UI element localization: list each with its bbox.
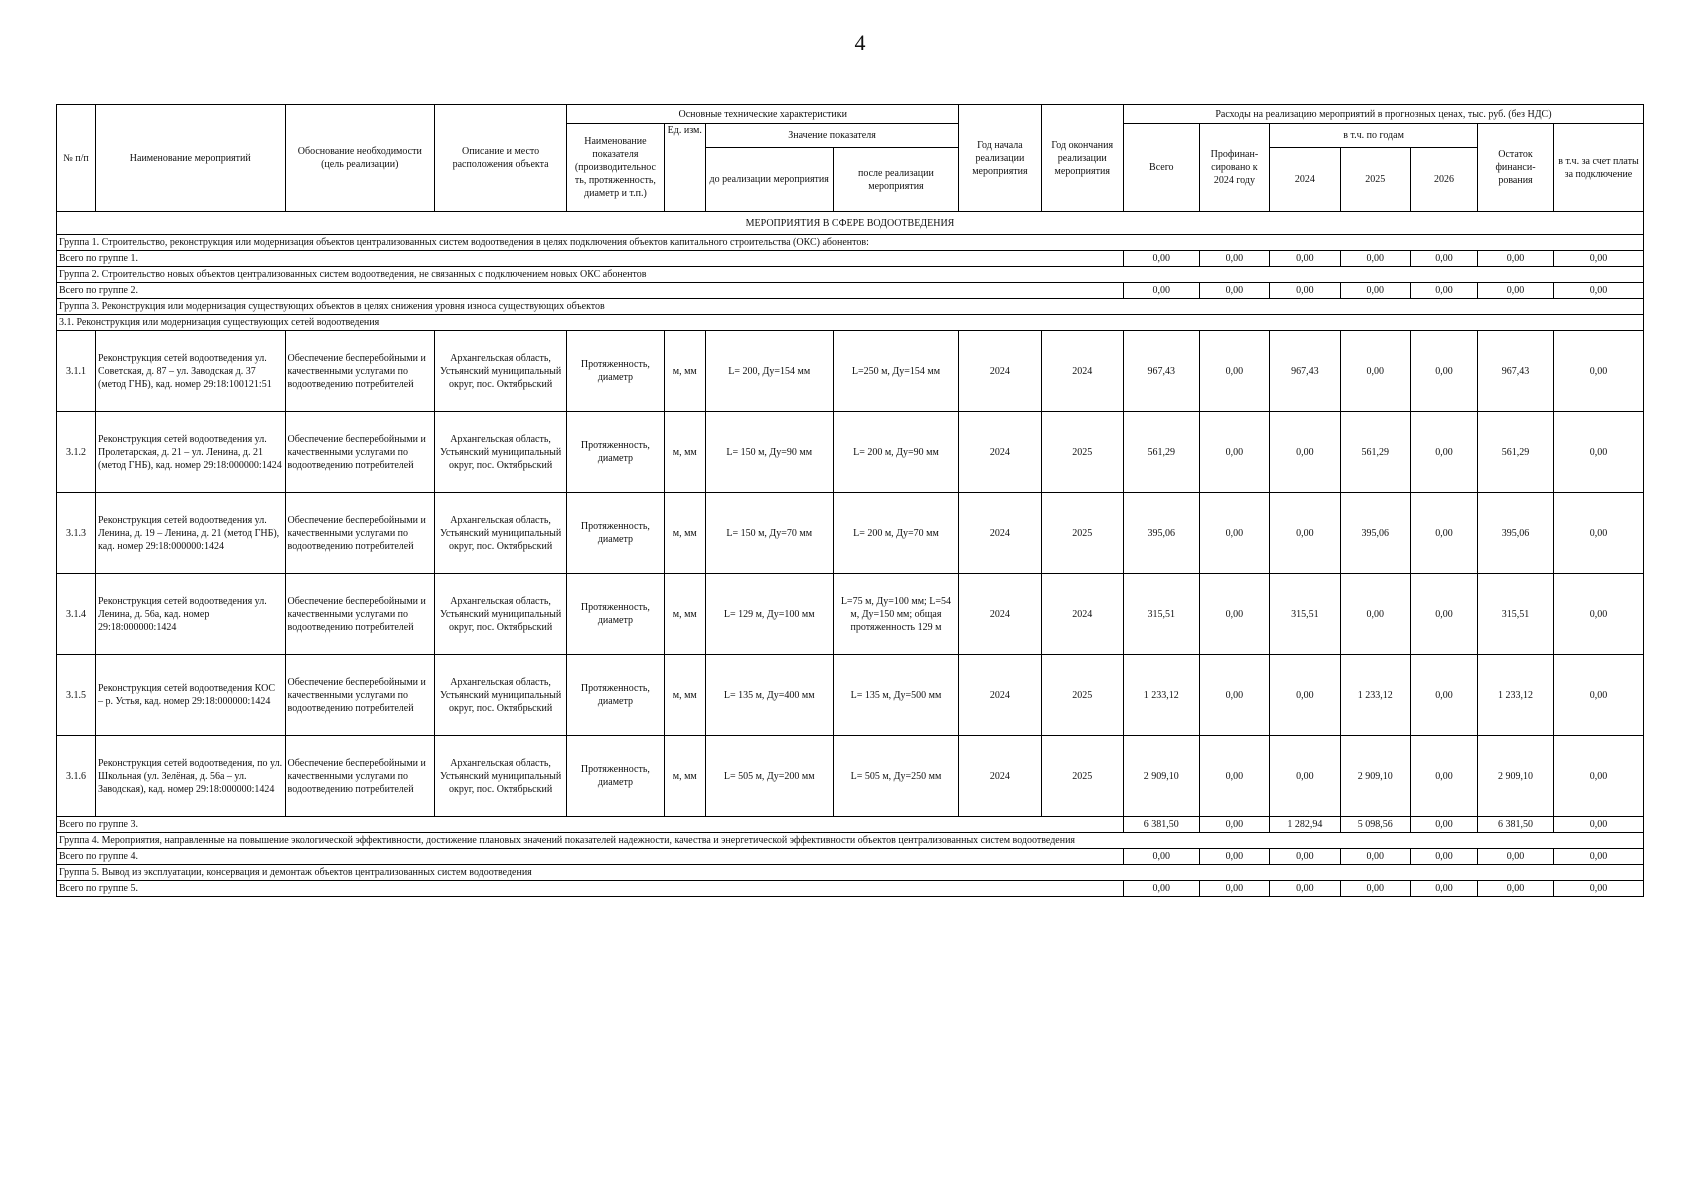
row-remainder: 395,06: [1478, 493, 1554, 574]
header-indicator-value: Значение показателя: [705, 124, 958, 148]
row-indicator: Протяженность, диаметр: [567, 331, 664, 412]
header-prefinanced: Профинан-сировано к 2024 году: [1199, 124, 1269, 212]
group2-total: 0,00: [1123, 283, 1199, 299]
header-indicator-name: Наименование показателя (производительнос ть, протяженность, диаметр и т.п.): [567, 124, 664, 212]
group1-remainder: 0,00: [1478, 251, 1554, 267]
row-num: 3.1.6: [57, 736, 96, 817]
row-unit: м, мм: [664, 493, 705, 574]
row-2026: 0,00: [1410, 493, 1477, 574]
row-total: 2 909,10: [1123, 736, 1199, 817]
row-prefinanced: 0,00: [1199, 331, 1269, 412]
header-2024: 2024: [1270, 148, 1340, 212]
header-location: Описание и место расположения объекта: [435, 105, 567, 212]
group1-total-label: Всего по группе 1.: [57, 251, 1124, 267]
row-2025: 0,00: [1340, 574, 1410, 655]
row-fee: 0,00: [1553, 736, 1643, 817]
row-location: Архангельская область, Устьянский муниципальный округ, пос. Октябрьский: [435, 331, 567, 412]
row-num: 3.1.4: [57, 574, 96, 655]
row-after: L= 200 м, Ду=70 мм: [833, 493, 959, 574]
row-justification: Обеспечение бесперебойными и качественными услугами по водоотведению потребителей: [285, 655, 434, 736]
row-total: 1 233,12: [1123, 655, 1199, 736]
row-num: 3.1.5: [57, 655, 96, 736]
header-name: Наименование мероприятий: [95, 105, 285, 212]
row-indicator: Протяженность, диаметр: [567, 493, 664, 574]
header-2026: 2026: [1410, 148, 1477, 212]
row-unit: м, мм: [664, 574, 705, 655]
group4-total-label: Всего по группе 4.: [57, 849, 1124, 865]
row-2026: 0,00: [1410, 655, 1477, 736]
row-year-end: 2025: [1041, 736, 1123, 817]
group2-prefinanced: 0,00: [1199, 283, 1269, 299]
table-row: [57, 574, 1644, 655]
header-costs-group: Расходы на реализацию мероприятий в прогнозных ценах, тыс. руб. (без НДС): [1123, 105, 1643, 124]
row-after: L= 505 м, Ду=250 мм: [833, 736, 959, 817]
row-year-start: 2024: [959, 736, 1041, 817]
row-after: L= 200 м, Ду=90 мм: [833, 412, 959, 493]
group4-fee: 0,00: [1553, 849, 1643, 865]
group2-fee: 0,00: [1553, 283, 1643, 299]
row-year-end: 2024: [1041, 574, 1123, 655]
group1-2025: 0,00: [1340, 251, 1410, 267]
row-prefinanced: 0,00: [1199, 412, 1269, 493]
header-2025: 2025: [1340, 148, 1410, 212]
group1-prefinanced: 0,00: [1199, 251, 1269, 267]
row-remainder: 315,51: [1478, 574, 1554, 655]
row-location: Архангельская область, Устьянский муниципальный округ, пос. Октябрьский: [435, 412, 567, 493]
row-num: 3.1.2: [57, 412, 96, 493]
row-location: Архангельская область, Устьянский муниципальный округ, пос. Октябрьский: [435, 736, 567, 817]
header-year-start: Год начала реализации мероприятия: [959, 105, 1041, 212]
row-name: Реконструкция сетей водоотведения ул. Ленина, д. 19 – Ленина, д. 21 (метод ГНБ), кад. номер 29:18:000000:1424: [95, 493, 285, 574]
row-remainder: 561,29: [1478, 412, 1554, 493]
group2-2024: 0,00: [1270, 283, 1340, 299]
header-unit: Ед. изм.: [664, 124, 705, 212]
row-location: Архангельская область, Устьянский муниципальный округ, пос. Октябрьский: [435, 493, 567, 574]
section-title: МЕРОПРИЯТИЯ В СФЕРЕ ВОДООТВЕДЕНИЯ: [57, 212, 1644, 235]
row-unit: м, мм: [664, 736, 705, 817]
header-before: до реализации мероприятия: [705, 148, 833, 212]
row-prefinanced: 0,00: [1199, 736, 1269, 817]
row-remainder: 967,43: [1478, 331, 1554, 412]
row-before: L= 150 м, Ду=70 мм: [705, 493, 833, 574]
group5-2026: 0,00: [1410, 881, 1477, 897]
header-by-years: в т.ч. по годам: [1270, 124, 1478, 148]
row-justification: Обеспечение бесперебойными и качественными услугами по водоотведению потребителей: [285, 331, 434, 412]
row-year-end: 2025: [1041, 412, 1123, 493]
row-2024: 315,51: [1270, 574, 1340, 655]
group3-fee: 0,00: [1553, 817, 1643, 833]
row-2024: 0,00: [1270, 493, 1340, 574]
group2-2025: 0,00: [1340, 283, 1410, 299]
group5-2024: 0,00: [1270, 881, 1340, 897]
row-before: L= 505 м, Ду=200 мм: [705, 736, 833, 817]
row-2026: 0,00: [1410, 331, 1477, 412]
row-num: 3.1.1: [57, 331, 96, 412]
row-indicator: Протяженность, диаметр: [567, 736, 664, 817]
row-indicator: Протяженность, диаметр: [567, 655, 664, 736]
group3-total: 6 381,50: [1123, 817, 1199, 833]
header-tech-group: Основные технические характеристики: [567, 105, 959, 124]
row-fee: 0,00: [1553, 574, 1643, 655]
group1-2026: 0,00: [1410, 251, 1477, 267]
row-total: 967,43: [1123, 331, 1199, 412]
row-fee: 0,00: [1553, 493, 1643, 574]
table-row: [57, 736, 1644, 817]
row-2026: 0,00: [1410, 574, 1477, 655]
row-prefinanced: 0,00: [1199, 655, 1269, 736]
group1-total: 0,00: [1123, 251, 1199, 267]
table-row: [57, 331, 1644, 412]
group5-fee: 0,00: [1553, 881, 1643, 897]
row-remainder: 1 233,12: [1478, 655, 1554, 736]
row-year-start: 2024: [959, 412, 1041, 493]
row-location: Архангельская область, Устьянский муниципальный округ, пос. Октябрьский: [435, 655, 567, 736]
header-remainder: Остаток финанси-рования: [1478, 124, 1554, 212]
row-2025: 561,29: [1340, 412, 1410, 493]
page-number: 4: [854, 30, 866, 55]
group4-remainder: 0,00: [1478, 849, 1554, 865]
header-total: Всего: [1123, 124, 1199, 212]
table-row: [57, 655, 1644, 736]
row-2026: 0,00: [1410, 412, 1477, 493]
row-prefinanced: 0,00: [1199, 493, 1269, 574]
row-fee: 0,00: [1553, 331, 1643, 412]
group1-fee: 0,00: [1553, 251, 1643, 267]
row-year-start: 2024: [959, 574, 1041, 655]
group3-2026: 0,00: [1410, 817, 1477, 833]
group3-title: Группа 3. Реконструкция или модернизация существующих объектов в целях снижения уровня износа существующих объектов: [57, 299, 1644, 315]
group2-total-label: Всего по группе 2.: [57, 283, 1124, 299]
row-total: 315,51: [1123, 574, 1199, 655]
row-year-end: 2024: [1041, 331, 1123, 412]
table-row: [57, 412, 1644, 493]
row-before: L= 200, Ду=154 мм: [705, 331, 833, 412]
row-year-end: 2025: [1041, 493, 1123, 574]
row-year-end: 2025: [1041, 655, 1123, 736]
group5-total-label: Всего по группе 5.: [57, 881, 1124, 897]
row-before: L= 135 м, Ду=400 мм: [705, 655, 833, 736]
row-2024: 0,00: [1270, 736, 1340, 817]
row-2024: 0,00: [1270, 655, 1340, 736]
row-2024: 0,00: [1270, 412, 1340, 493]
group4-2026: 0,00: [1410, 849, 1477, 865]
row-justification: Обеспечение бесперебойными и качественными услугами по водоотведению потребителей: [285, 412, 434, 493]
group3-prefinanced: 0,00: [1199, 817, 1269, 833]
row-after: L=75 м, Ду=100 мм; L=54 м, Ду=150 мм; общая протяженность 129 м: [833, 574, 959, 655]
row-2025: 395,06: [1340, 493, 1410, 574]
group5-total: 0,00: [1123, 881, 1199, 897]
group2-2026: 0,00: [1410, 283, 1477, 299]
group3-total-label: Всего по группе 3.: [57, 817, 1124, 833]
group5-2025: 0,00: [1340, 881, 1410, 897]
group5-title: Группа 5. Вывод из эксплуатации, консервация и демонтаж объектов централизованных систем водоотведения: [57, 865, 1644, 881]
row-year-start: 2024: [959, 493, 1041, 574]
row-before: L= 129 м, Ду=100 мм: [705, 574, 833, 655]
group5-remainder: 0,00: [1478, 881, 1554, 897]
row-prefinanced: 0,00: [1199, 574, 1269, 655]
group3-2024: 1 282,94: [1270, 817, 1340, 833]
row-justification: Обеспечение бесперебойными и качественными услугами по водоотведению потребителей: [285, 736, 434, 817]
row-total: 395,06: [1123, 493, 1199, 574]
row-unit: м, мм: [664, 331, 705, 412]
group4-title: Группа 4. Мероприятия, направленные на повышение экологической эффективности, достижение плановых значений показателей надежности, качества и энергетической эффективности объектов централизованных систем водоотведения: [57, 833, 1644, 849]
measures-table: [56, 104, 1644, 897]
row-2025: 1 233,12: [1340, 655, 1410, 736]
group4-total: 0,00: [1123, 849, 1199, 865]
header-num: № п/п: [57, 105, 96, 212]
row-num: 3.1.3: [57, 493, 96, 574]
row-indicator: Протяженность, диаметр: [567, 574, 664, 655]
group2-title: Группа 2. Строительство новых объектов централизованных систем водоотведения, не связанных с подключением новых ОКС абонентов: [57, 267, 1644, 283]
header-after: после реализации мероприятия: [833, 148, 959, 212]
group2-remainder: 0,00: [1478, 283, 1554, 299]
row-unit: м, мм: [664, 412, 705, 493]
row-name: Реконструкция сетей водоотведения ул. Пролетарская, д. 21 – ул. Ленина, д. 21 (метод ГНБ), кад. номер 29:18:000000:1424: [95, 412, 285, 493]
row-indicator: Протяженность, диаметр: [567, 412, 664, 493]
group1-title: Группа 1. Строительство, реконструкция или модернизация объектов централизованных систем водоотведения в целях подключения объектов капитального строительства (ОКС) абонентов:: [57, 235, 1644, 251]
group4-prefinanced: 0,00: [1199, 849, 1269, 865]
group5-prefinanced: 0,00: [1199, 881, 1269, 897]
header-connection-fee: в т.ч. за счет платы за подключение: [1553, 124, 1643, 212]
row-name: Реконструкция сетей водоотведения КОС – р. Устья, кад. номер 29:18:000000:1424: [95, 655, 285, 736]
row-year-start: 2024: [959, 655, 1041, 736]
row-2025: 2 909,10: [1340, 736, 1410, 817]
row-unit: м, мм: [664, 655, 705, 736]
row-justification: Обеспечение бесперебойными и качественными услугами по водоотведению потребителей: [285, 493, 434, 574]
row-name: Реконструкция сетей водоотведения, по ул. Школьная (ул. Зелёная, д. 56а – ул. Заводская), кад. номер 29:18:000000:1424: [95, 736, 285, 817]
row-fee: 0,00: [1553, 412, 1643, 493]
row-name: Реконструкция сетей водоотведения ул. Советская, д. 87 – ул. Заводская д. 37 (метод ГНБ), кад. номер 29:18:100121:51: [95, 331, 285, 412]
row-2024: 967,43: [1270, 331, 1340, 412]
header-year-end: Год окончания реализации мероприятия: [1041, 105, 1123, 212]
row-after: L=250 м, Ду=154 мм: [833, 331, 959, 412]
header-justification: Обоснование необходимости (цель реализации): [285, 105, 434, 212]
row-after: L= 135 м, Ду=500 мм: [833, 655, 959, 736]
row-justification: Обеспечение бесперебойными и качественными услугами по водоотведению потребителей: [285, 574, 434, 655]
group3-remainder: 6 381,50: [1478, 817, 1554, 833]
group3-subtitle: 3.1. Реконструкция или модернизация существующих сетей водоотведения: [57, 315, 1644, 331]
row-location: Архангельская область, Устьянский муниципальный округ, пос. Октябрьский: [435, 574, 567, 655]
row-2025: 0,00: [1340, 331, 1410, 412]
row-name: Реконструкция сетей водоотведения ул. Ленина, д. 56а, кад. номер 29:18:000000:1424: [95, 574, 285, 655]
row-fee: 0,00: [1553, 655, 1643, 736]
group4-2025: 0,00: [1340, 849, 1410, 865]
group4-2024: 0,00: [1270, 849, 1340, 865]
row-before: L= 150 м, Ду=90 мм: [705, 412, 833, 493]
row-remainder: 2 909,10: [1478, 736, 1554, 817]
group3-2025: 5 098,56: [1340, 817, 1410, 833]
group1-2024: 0,00: [1270, 251, 1340, 267]
row-total: 561,29: [1123, 412, 1199, 493]
table-row: [57, 493, 1644, 574]
row-2026: 0,00: [1410, 736, 1477, 817]
row-year-start: 2024: [959, 331, 1041, 412]
